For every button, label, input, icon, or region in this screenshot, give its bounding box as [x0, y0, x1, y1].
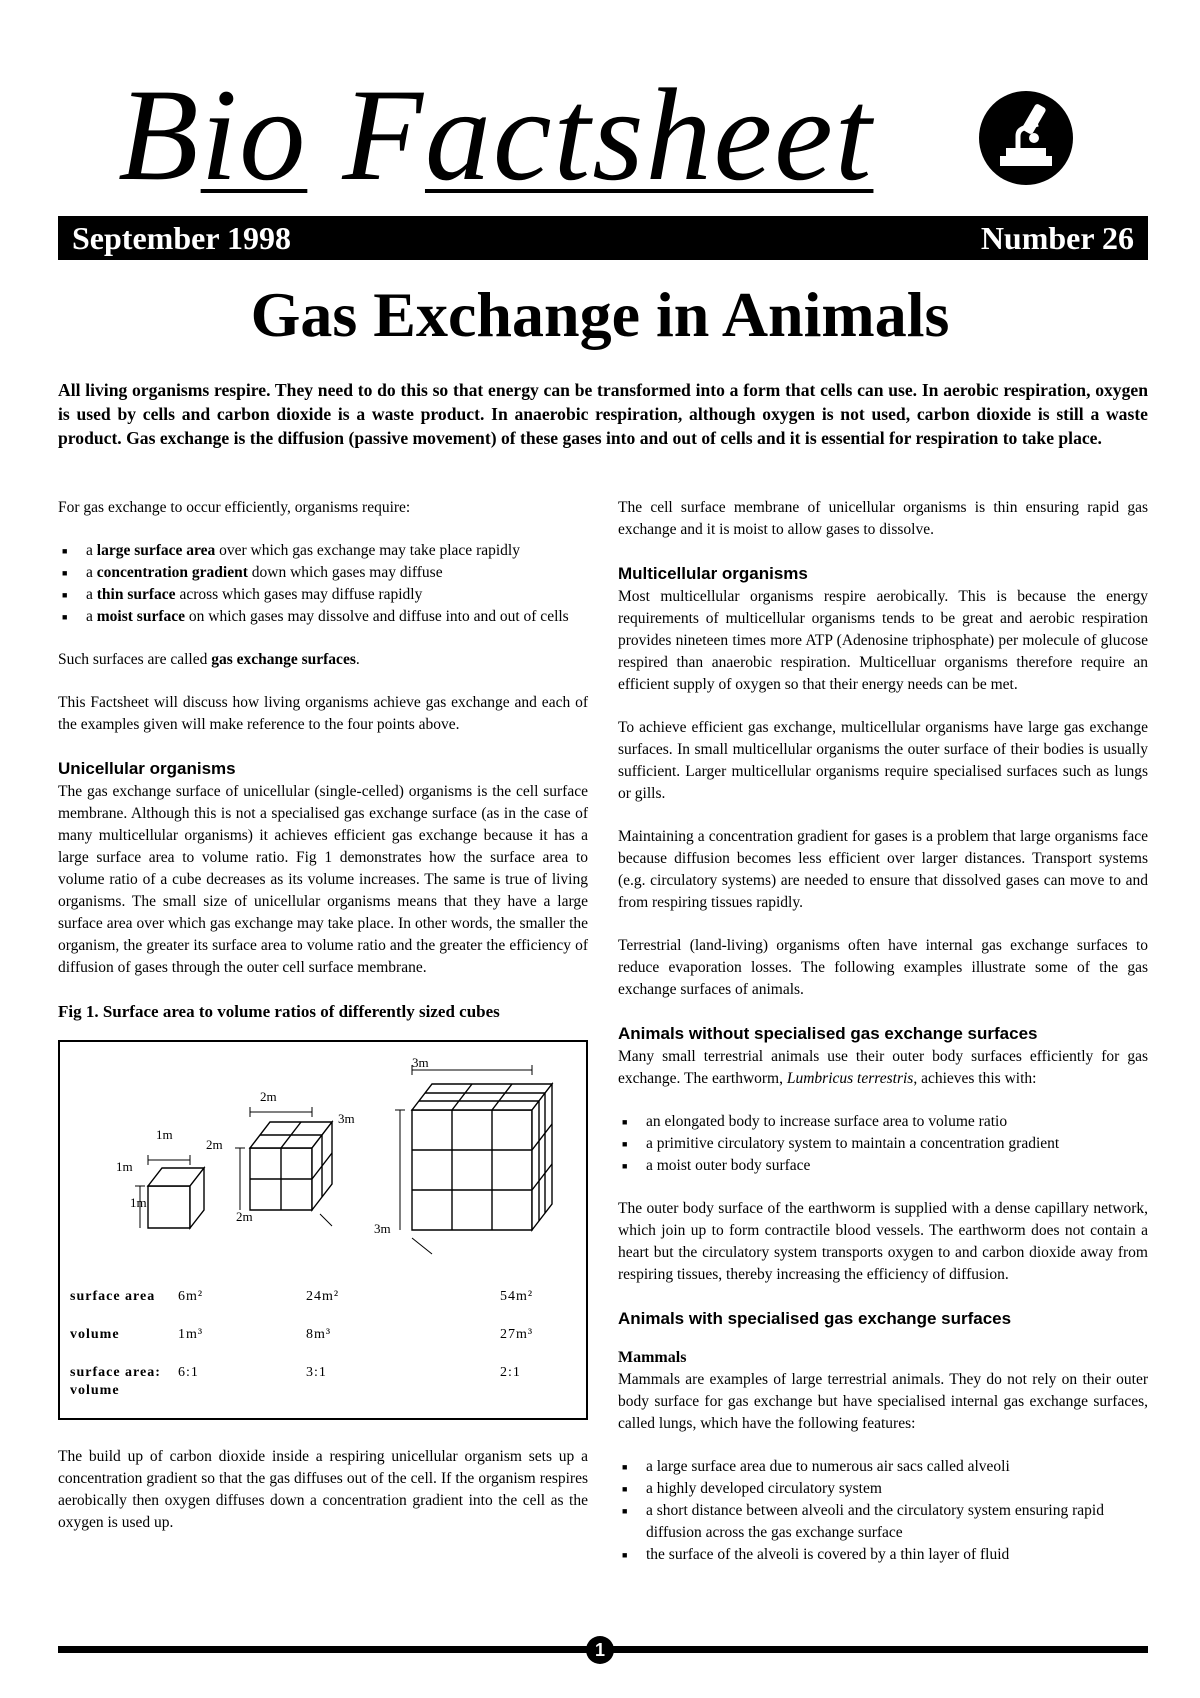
- brand-title: Bio Factsheet: [118, 61, 874, 208]
- list-item: ■ the surface of the alveoli is covered by a thin layer of fluid: [618, 1544, 1148, 1566]
- paragraph: Many small terrestrial animals use their outer body surfaces efficiently for gas exchange. The earthworm, Lumbricus terrestris, achieves this with:: [618, 1048, 1148, 1087]
- dim-label: 2m: [260, 1089, 277, 1104]
- figure-cubes: [58, 1040, 588, 1420]
- list-item: ■ a highly developed circulatory system: [618, 1478, 1148, 1500]
- dim-label: 1m: [156, 1127, 173, 1142]
- table-row: surface area 6m² 24m² 54m²: [70, 1289, 534, 1304]
- dim-label: 2m: [236, 1209, 253, 1224]
- dim-label: 1m: [116, 1159, 133, 1174]
- issue-bar: [58, 216, 1148, 260]
- paragraph: This Factsheet will discuss how living organisms achieve gas exchange and each of the examples given will make reference to the four points above.: [58, 694, 588, 733]
- section-heading: Animals without specialised gas exchange surfaces: [618, 1024, 1038, 1043]
- subsection-heading: Mammals: [618, 1349, 687, 1366]
- list-item: ■ a large surface area due to numerous air sacs called alveoli: [618, 1456, 1148, 1478]
- table-row: volume: [70, 1383, 120, 1398]
- microscope-icon: [978, 90, 1074, 186]
- issue-number: Number 26: [980, 220, 1134, 256]
- issue-date: September 1998: [72, 220, 291, 256]
- paragraph: The cell surface membrane of unicellular organisms is thin ensuring rapid gas exchange and it is moist to allow gases to dissolve.: [618, 499, 1148, 538]
- paragraph: Most multicellular organisms respire aerobically. This is because the energy requirements of multicellular organisms tends to be great and aerobic respiration provides nineteen times more ATP (Adenosine triphosphate) per molecule of glucose respired than anaerobic respiration. Multicelluar organisms therefore require an efficient supply of oxygen so that their energy needs can be met.: [618, 588, 1148, 693]
- section-heading: Unicellular organisms: [58, 759, 236, 778]
- dim-label: 2m: [206, 1137, 223, 1152]
- list-item: ■ a moist outer body surface: [618, 1155, 1148, 1177]
- list-item: ■ a short distance between alveoli and the circulatory system ensuring rapid diffusion across the gas exchange surface: [618, 1500, 1148, 1544]
- dim-label: 3m: [374, 1221, 391, 1236]
- left-column: [58, 497, 588, 1555]
- list-item: ■ a thin surface across which gases may diffuse rapidly: [58, 584, 588, 606]
- requirements-list: [58, 540, 588, 628]
- page-title: Gas Exchange in Animals: [250, 279, 950, 350]
- section-heading: Animals with specialised gas exchange surfaces: [618, 1309, 1012, 1328]
- list-item: ■ a concentration gradient down which gases may diffuse: [58, 562, 588, 584]
- paragraph: The gas exchange surface of unicellular (single-celled) organisms is the cell surface membrane. Although this is not a specialised gas exchange surface (as in the case of many multicellular organisms) it achieves efficient gas exchange because it has a large surface area to volume ratio. Fig 1 demonstrates how the surface area to volume ratio of a cube decreases as its volume increases. The same is true of living organisms. The small size of unicellular organisms means that they have a large surface area over which gas exchange may take place. In other words, the smaller the organism, the greater its surface area to volume ratio and the greater the efficiency of diffusion of gases through the outer cell surface membrane.: [58, 783, 588, 976]
- dim-label: 3m: [412, 1055, 429, 1070]
- paragraph: Mammals are examples of large terrestrial animals. They do not rely on their outer body surface for gas exchange but have specialised internal gas exchange surfaces, called lungs, which have the following features:: [618, 1371, 1148, 1432]
- list-item: ■ a large surface area over which gas exchange may take place rapidly: [58, 540, 588, 562]
- table-row: surface area: 6:1 3:1 2:1: [70, 1365, 521, 1380]
- dim-label: 3m: [338, 1111, 355, 1126]
- section-heading: Multicellular organisms: [618, 564, 808, 583]
- lungs-list: [618, 1456, 1148, 1566]
- dim-label: 1m: [130, 1195, 147, 1210]
- table-row: volume 1m³ 8m³ 27m³: [70, 1327, 534, 1342]
- right-column: [618, 497, 1148, 1587]
- paragraph: To achieve efficient gas exchange, multicellular organisms have large gas exchange surfaces. In small multicellular organisms the outer surface of their bodies is usually sufficient. Larger multicellular organisms require specialised surfaces such as lungs or gills.: [618, 719, 1148, 802]
- list-item: ■ a primitive circulatory system to maintain a concentration gradient: [618, 1133, 1148, 1155]
- paragraph: Such surfaces are called gas exchange surfaces.: [58, 651, 360, 668]
- list-item: ■ an elongated body to increase surface area to volume ratio: [618, 1111, 1148, 1133]
- list-item: ■ a moist surface on which gases may dissolve and diffuse into and out of cells: [58, 606, 588, 628]
- paragraph: The build up of carbon dioxide inside a respiring unicellular organism sets up a concentration gradient so that the gas diffuses out of the cell. If the organism respires aerobically then oxygen diffuses down a concentration gradient into the cell as the oxygen is used up.: [58, 1448, 588, 1531]
- paragraph: Terrestrial (land-living) organisms often have internal gas exchange surfaces to reduce evaporation losses. The following examples illustrate some of the gas exchange surfaces of animals.: [618, 937, 1148, 998]
- paragraph: Maintaining a concentration gradient for gases is a problem that large organisms face because diffusion becomes less efficient over larger distances. Transport systems (e.g. circulatory systems) are needed to ensure that dissolved gases can move to and from respiring tissues rapidly.: [618, 828, 1148, 911]
- paragraph: For gas exchange to occur efficiently, organisms require:: [58, 499, 411, 516]
- masthead: [118, 60, 1078, 210]
- figure-caption: Fig 1. Surface area to volume ratios of differently sized cubes: [58, 1002, 500, 1021]
- paragraph: The outer body surface of the earthworm is supplied with a dense capillary network, which join up to form contractile blood vessels. The earthworm does not contain a heart but the circulatory system transports oxygen to and carbon dioxide away from respiring tissues, thereby increasing the efficiency of diffusion.: [618, 1200, 1148, 1283]
- page-number: 1: [586, 1636, 614, 1664]
- intro-paragraph: All living organisms respire. They need to do this so that energy can be transformed into a form that cells can use. In aerobic respiration, oxygen is used by cells and carbon dioxide is a waste product. In anaerobic respiration, although oxygen is not used, carbon dioxide is still a waste product. Gas exchange is the diffusion (passive movement) of these gases into and out of cells and it is essential for respiration to take place.: [58, 380, 1148, 448]
- earthworm-list: [618, 1111, 1148, 1177]
